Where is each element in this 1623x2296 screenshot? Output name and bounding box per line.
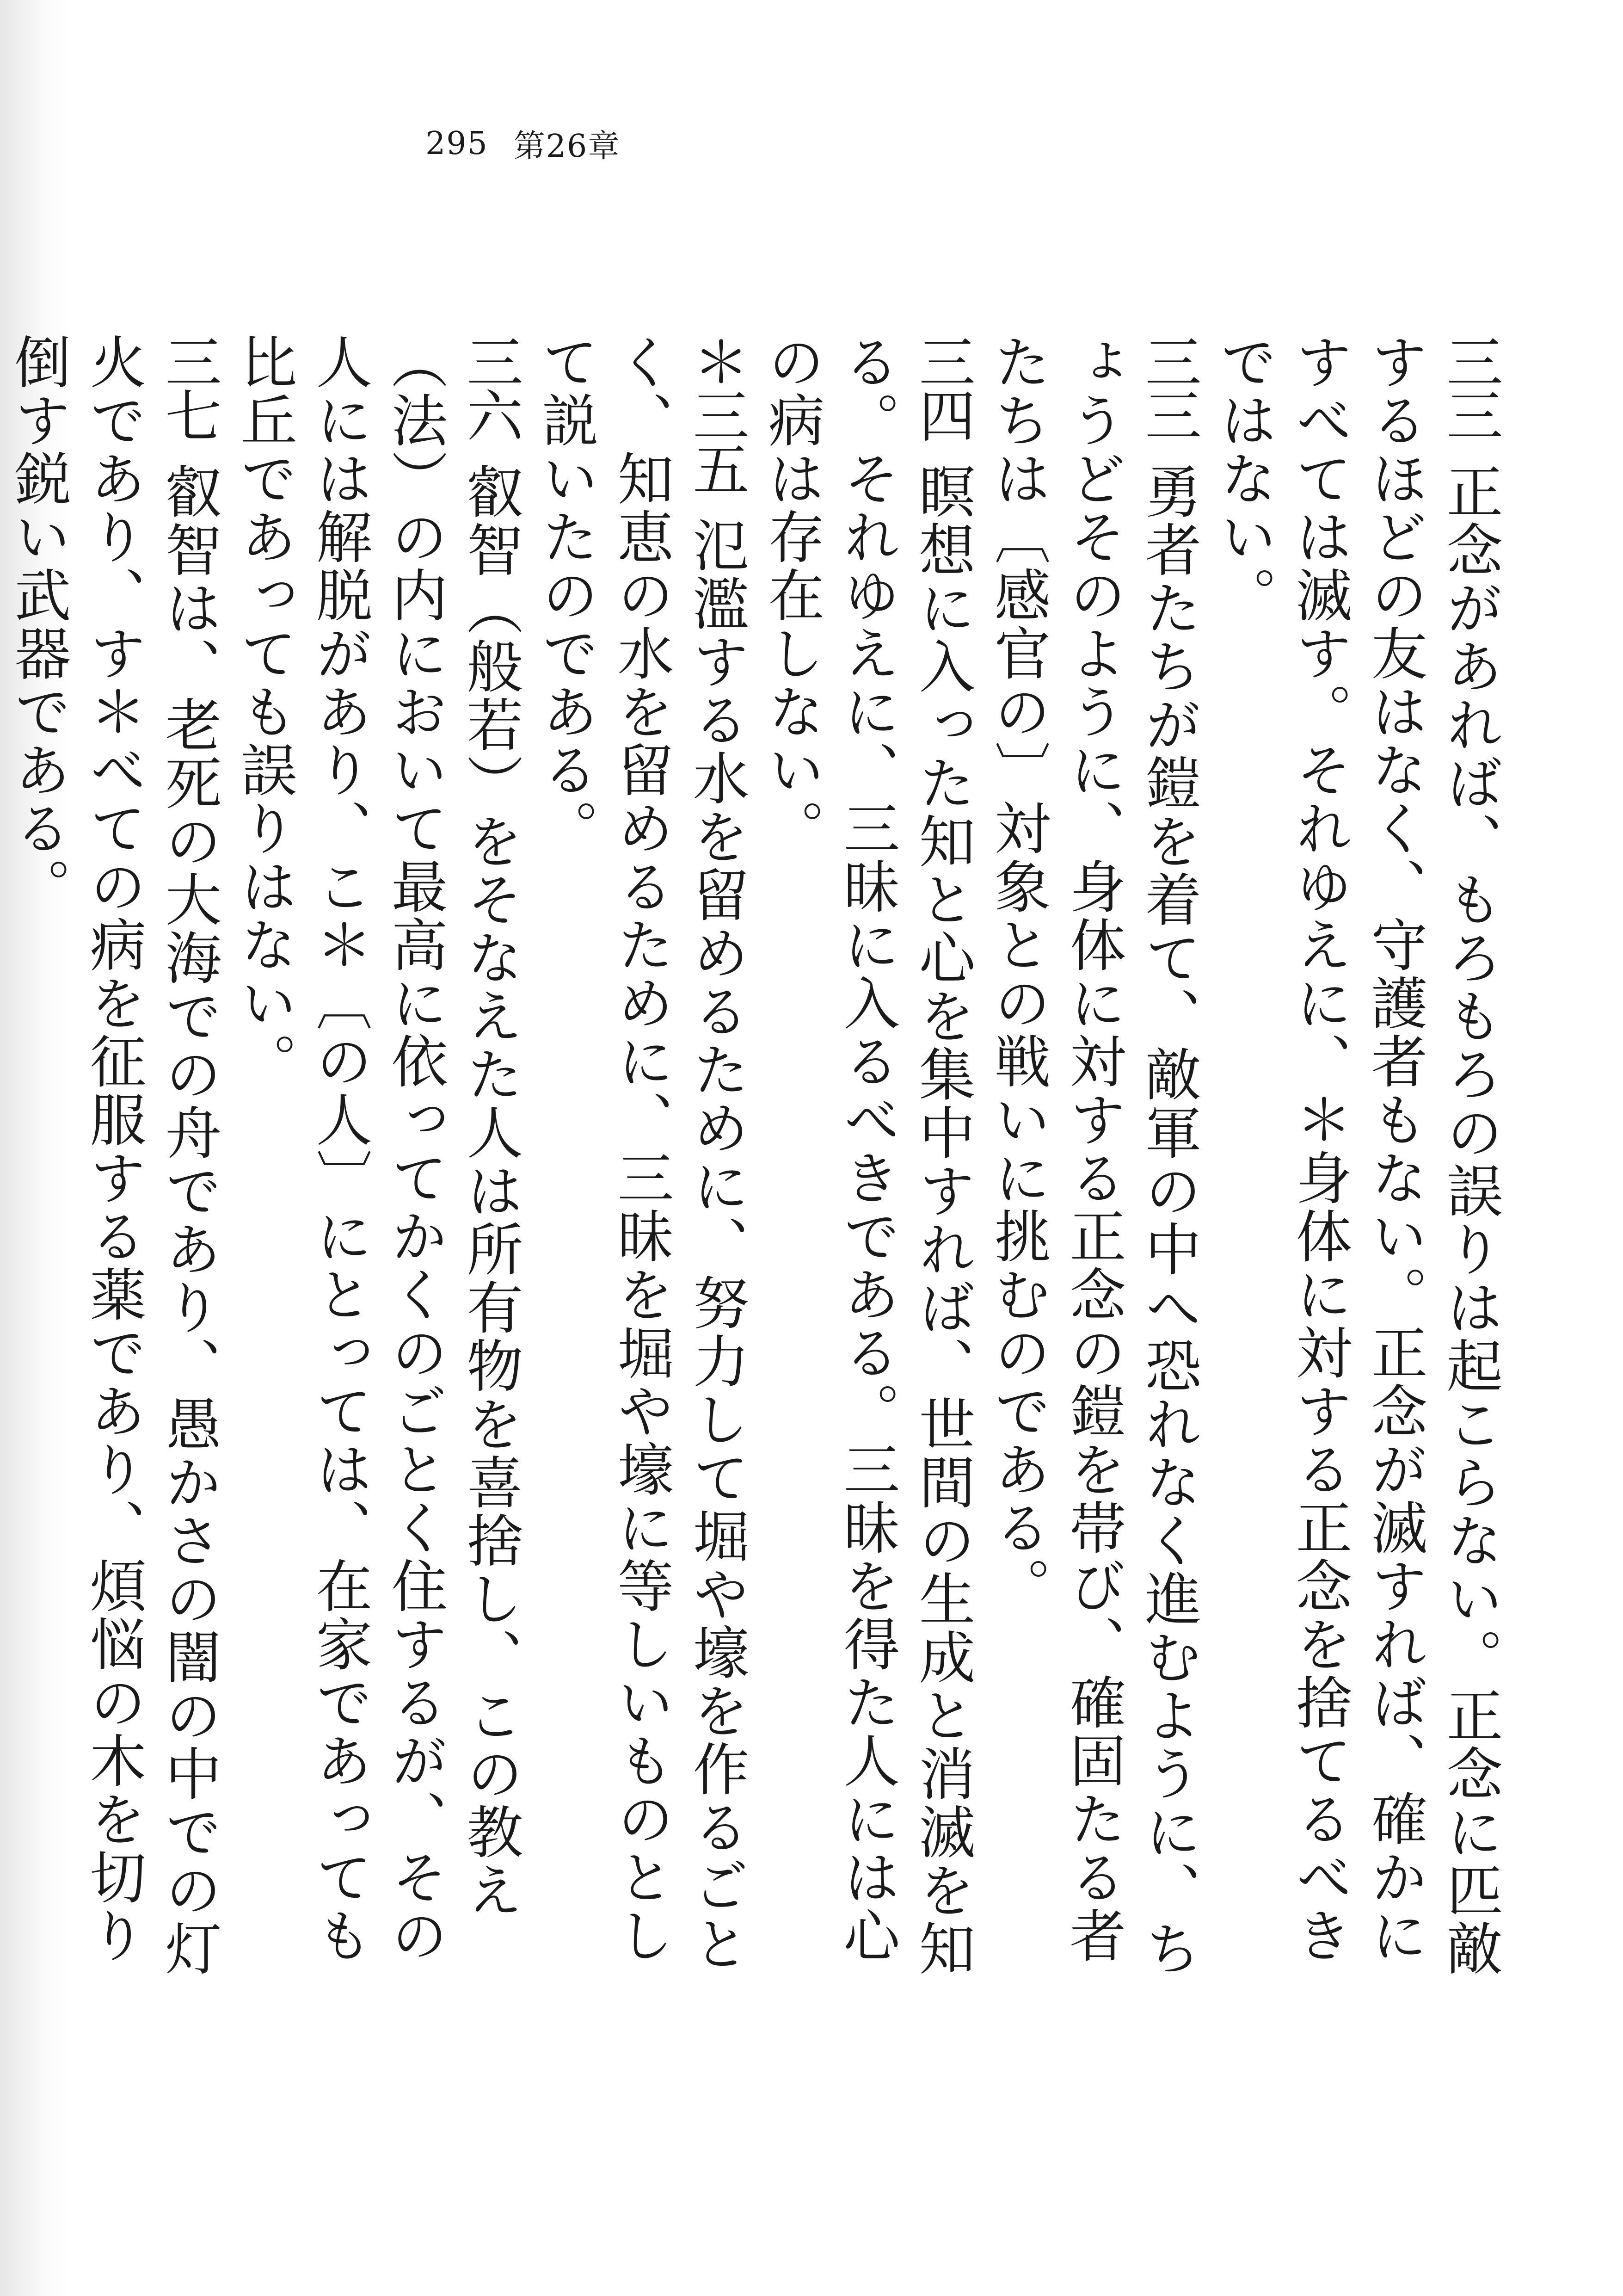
verse-number: 三三 [1136,333,1201,440]
verse-number: ＊三五 [683,333,749,494]
page-header [425,116,620,171]
verse-text: 氾濫する水を留めるために、努力して堀や壕を作るごとく、知恵の水を留めるために、三昧を堀や壕に等しいものとして説いたのである。 [533,333,749,1973]
verse-paragraph [980,333,1206,1998]
verse-paragraph [1206,333,1507,1998]
verse-text: 叡智は、老死の大海での舟であり、愚かさの闇の中での灯火であり、す＊べての病を征服する薬であり、煩悩の木を切り倒す鋭い武器である。 [5,333,221,1978]
verse-paragraph [0,333,226,1998]
verse-paragraph [226,333,528,1998]
verse-text: 叡智（般若）をそなえた人は所有物を喜捨し、この教え（法）の内において最高に依ってかくのごとく住するが、その人には解脱があり、こ＊〔の人〕にとっては、在家であっても比丘であっても誤りはない。 [231,333,523,1965]
verse-text: 勇者たちが鎧を着て、敵軍の中へ恐れなく進むように、ちょうどそのように、身体に対する正念の鎧を帯び、確固たる者たちは〔感官の〕対象との戦いに挑むのである。 [985,333,1201,1978]
verse-text: 瞑想に入った知と心を集中すれば、世間の生成と消滅を知る。それゆえに、三昧に入るべきである。三昧を得た人には心の病は存在しない。 [759,333,975,1978]
page-number: 295 [425,125,488,162]
chapter-title: 第26章 [513,128,621,165]
verse-number: 三三 [1437,333,1503,440]
vertical-text-body [5,333,1507,1998]
verse-number: 三四 [910,333,975,440]
verse-number: 三七 [156,333,221,440]
verse-paragraph [528,333,754,1998]
verse-paragraph [754,333,980,1998]
verse-text: 正念があれば、もろもろの誤りは起こらない。正念に匹敵するほどの友はなく、守護者もない。正念が滅すれば、確かにすべては滅す。それゆえに、＊身体に対する正念を捨てるべきではない。 [1211,333,1503,1978]
verse-number: 三六 [457,333,523,440]
